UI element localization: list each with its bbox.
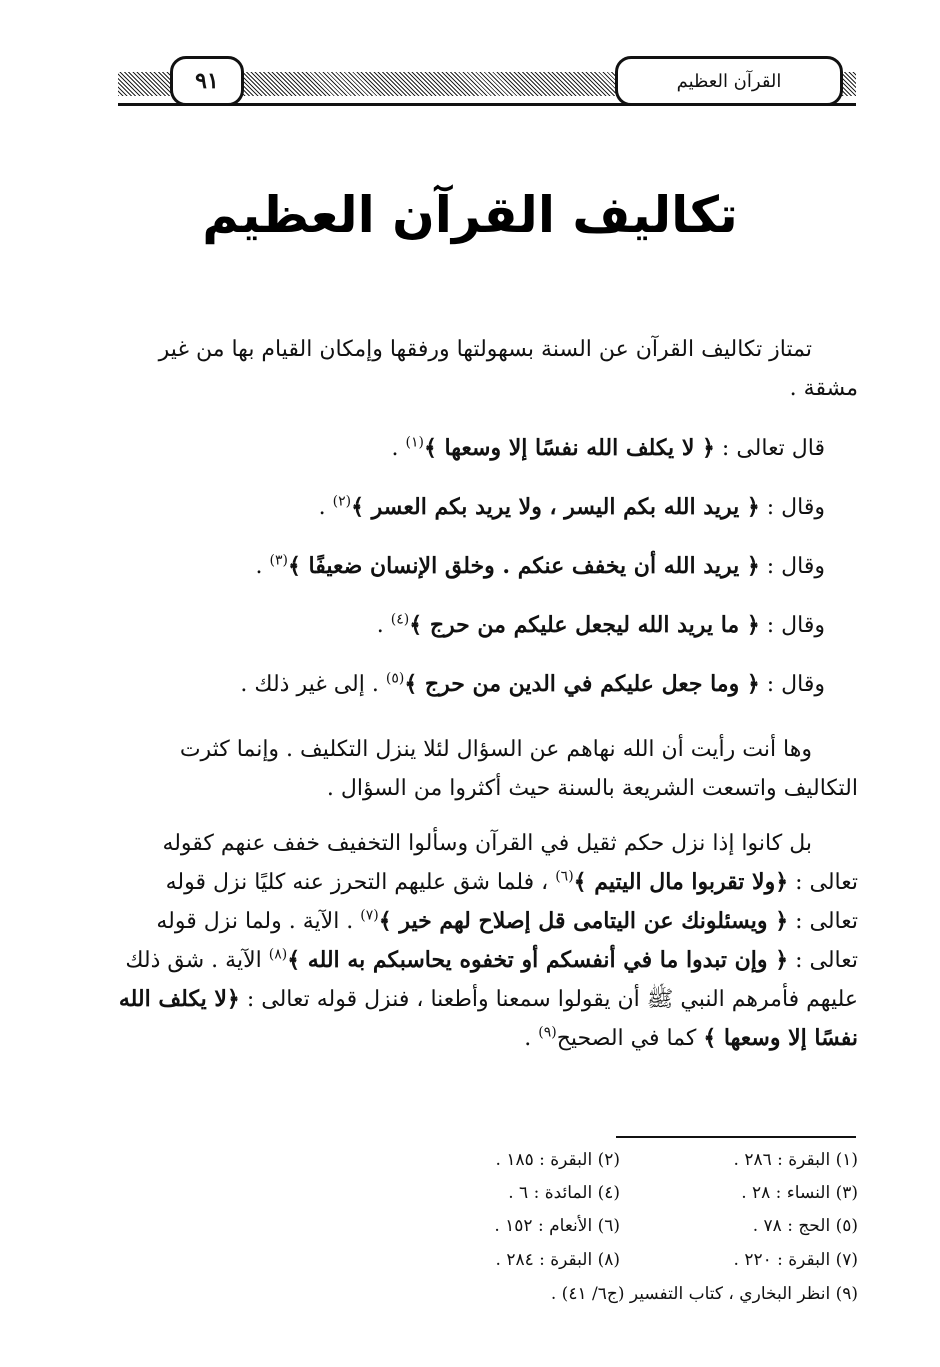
footnote-ref: (٦) (555, 868, 574, 885)
footnote-ref: (٤) (390, 611, 410, 628)
footnote-ref: (٣) (269, 552, 288, 569)
quran-quote: ﴿ وإن تبدوا ما في أنفسكم أو تخفوه يحاسبكم به الله ﴾ (287, 947, 789, 973)
footnote-3: (٣) النساء : ٢٨ . (741, 1183, 858, 1203)
verse-tail: . إلى غير ذلك . (240, 672, 386, 697)
footnote-ref: (٩) (538, 1024, 557, 1041)
quran-quote: ﴿ يريد الله أن يخفف عنكم . وخلق الإنسان ضعيفًا ﴾ (287, 553, 760, 579)
verse-tail: . (318, 495, 333, 520)
footnote-ref: (١) (405, 434, 424, 451)
quran-quote: ﴿ يريد الله بكم اليسر ، ولا يريد بكم العسر ﴾ (351, 494, 760, 520)
verse-intro: وقال : (759, 672, 825, 697)
footnote-ref: (٥) (385, 670, 405, 687)
text-run: بل كانوا إذا نزل حكم ثقيل في القرآن وسألوا التخفيف خفف عنهم كقوله تعالى : (162, 831, 858, 895)
verse-intro: قال تعالى : (714, 436, 825, 461)
text-run: ، فلما شق عليهم التحرز عنه كليًا نزل قوله تعالى : (165, 870, 858, 934)
chapter-title: تكاليف القرآن العظيم (202, 186, 738, 244)
verse-tail: . (376, 613, 391, 638)
paragraph-questions: وها أنت رأيت أن الله نهاهم عن السؤال لئلا ينزل التكليف . وإنما كثرت التكاليف واتسعت الشريعة بالسنة حيث أكثروا من السؤال . (179, 737, 858, 801)
quran-quote: ﴿ ما يريد الله ليجعل عليكم من حرج ﴾ (409, 612, 760, 638)
page-number: ٩١ (170, 56, 244, 106)
footnote-rule (616, 1136, 856, 1138)
footnote-ref: (٧) (360, 907, 379, 924)
footnote-1: (١) البقرة : ٢٨٦ . (733, 1150, 858, 1170)
paragraph-intro: تمتاز تكاليف القرآن عن السنة بسهولتها ورفقها وإمكان القيام بها من غير مشقة . (158, 337, 858, 401)
verse-line (377, 612, 825, 638)
text-run: . (524, 1026, 539, 1051)
footnote-ref: (٨) (268, 946, 288, 963)
footnote-8: (٨) البقرة : ٢٨٤ . (495, 1250, 620, 1270)
footnote-2: (٢) البقرة : ١٨٥ . (495, 1150, 620, 1170)
running-title: القرآن العظيم (615, 56, 843, 106)
footnote-4: (٤) المائدة : ٦ . (508, 1183, 620, 1203)
verse-intro: وقال : (759, 495, 825, 520)
verse-line (392, 435, 825, 461)
text-run: كما في الصحيح (556, 1026, 704, 1051)
verse-line (256, 553, 826, 579)
footnote-ref: (٢) (332, 493, 352, 510)
verse-line (319, 494, 825, 520)
quran-quote: ﴿ وما جعل عليكم في الدين من حرج ﴾ (404, 671, 760, 697)
footnote-9: (٩) انظر البخاري ، كتاب التفسير (ج٦/ ٤١) . (550, 1284, 858, 1304)
text-run: الآية . شق ذلك عليهم فأمرهم النبي ﷺ أن يقولوا سمعنا وأطعنا ، فنزل قوله تعالى : (125, 948, 858, 1012)
text-run: . الآية . ولما نزل قوله تعالى : (156, 909, 858, 973)
verse-tail: . (255, 554, 270, 579)
verse-line (240, 671, 825, 697)
footnote-6: (٦) الأنعام : ١٥٢ . (494, 1216, 620, 1236)
verse-tail: . (391, 436, 406, 461)
header-hatch-middle (236, 72, 620, 96)
quran-quote: ﴿ولا تقربوا مال اليتيم ﴾ (573, 869, 789, 895)
quran-quote: ﴿لا يكلف الله نفسًا إلا وسعها ﴾ (118, 986, 858, 1051)
footnote-5: (٥) الحج : ٧٨ . (752, 1216, 858, 1236)
verse-intro: وقال : (759, 613, 825, 638)
quran-quote: ﴿ لا يكلف الله نفسًا إلا وسعها ﴾ (424, 435, 715, 461)
quran-quote: ﴿ ويسئلونك عن اليتامى قل إصلاح لهم خير ﴾ (378, 908, 789, 934)
verse-intro: وقال : (759, 554, 825, 579)
footnote-7: (٧) البقرة : ٢٢٠ . (733, 1250, 858, 1270)
paragraph-examples (118, 824, 858, 1058)
